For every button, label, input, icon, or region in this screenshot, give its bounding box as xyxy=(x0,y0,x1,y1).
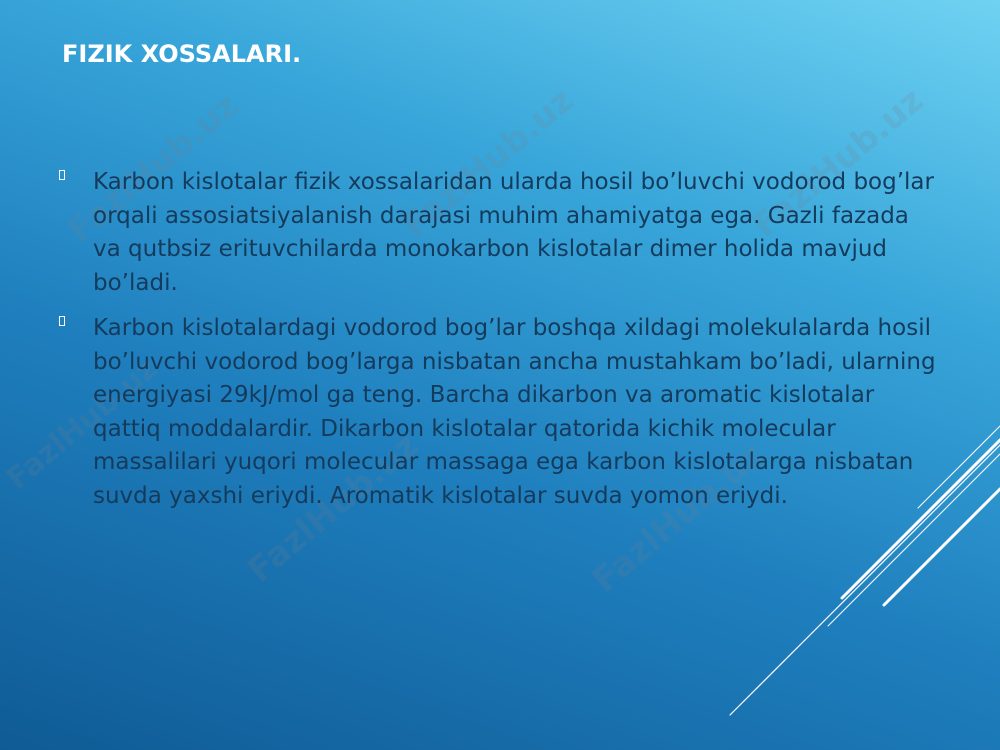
bullet-text: Karbon kislotalar fizik xossalaridan ularda hosil bo’luvchi vodorod bog’lar orqali assosiatsiyalanish darajasi muhim ahamiyatga ega. Gazli fazada va qutbsiz erituvchilarda monokarbon kislotalar dimer holida mavjud bo’ladi. xyxy=(93,169,934,296)
watermark: FazlHub.uz xyxy=(585,435,772,601)
watermark: FazlHub.uz xyxy=(395,80,582,246)
slide-title: FIZIK XOSSALARI. xyxy=(62,40,302,68)
watermark: FazlHub.uz xyxy=(240,425,427,591)
watermark: FazlHub.uz xyxy=(60,85,247,251)
bullet-text: Karbon kislotalardagi vodorod bog’lar boshqa xildagi molekulalarda hosil bo’luvchi vodorod bog’larga nisbatan ancha mustahkam bo’ladi, ularning energiyasi 29kJ/mol ga teng. Barcha dikarbon va aromatic kislotalar qattiq moddalardir. Dikarbon kislotalar qatorida kichik molecular massalilari yuqori molecular massaga ega karbon kislotalarga nisbatan suvda yaxshi eriydi. Aromatik kislotalar suvda yomon eriydi. xyxy=(93,315,936,509)
bullet-icon xyxy=(58,169,68,183)
bullet-item xyxy=(58,312,938,513)
bullet-icon xyxy=(58,315,68,329)
bullet-item xyxy=(58,166,938,300)
watermark: FazlHub.uz xyxy=(745,80,932,246)
bullet-list xyxy=(58,166,938,525)
watermark: FazlHub.uz xyxy=(0,351,165,497)
